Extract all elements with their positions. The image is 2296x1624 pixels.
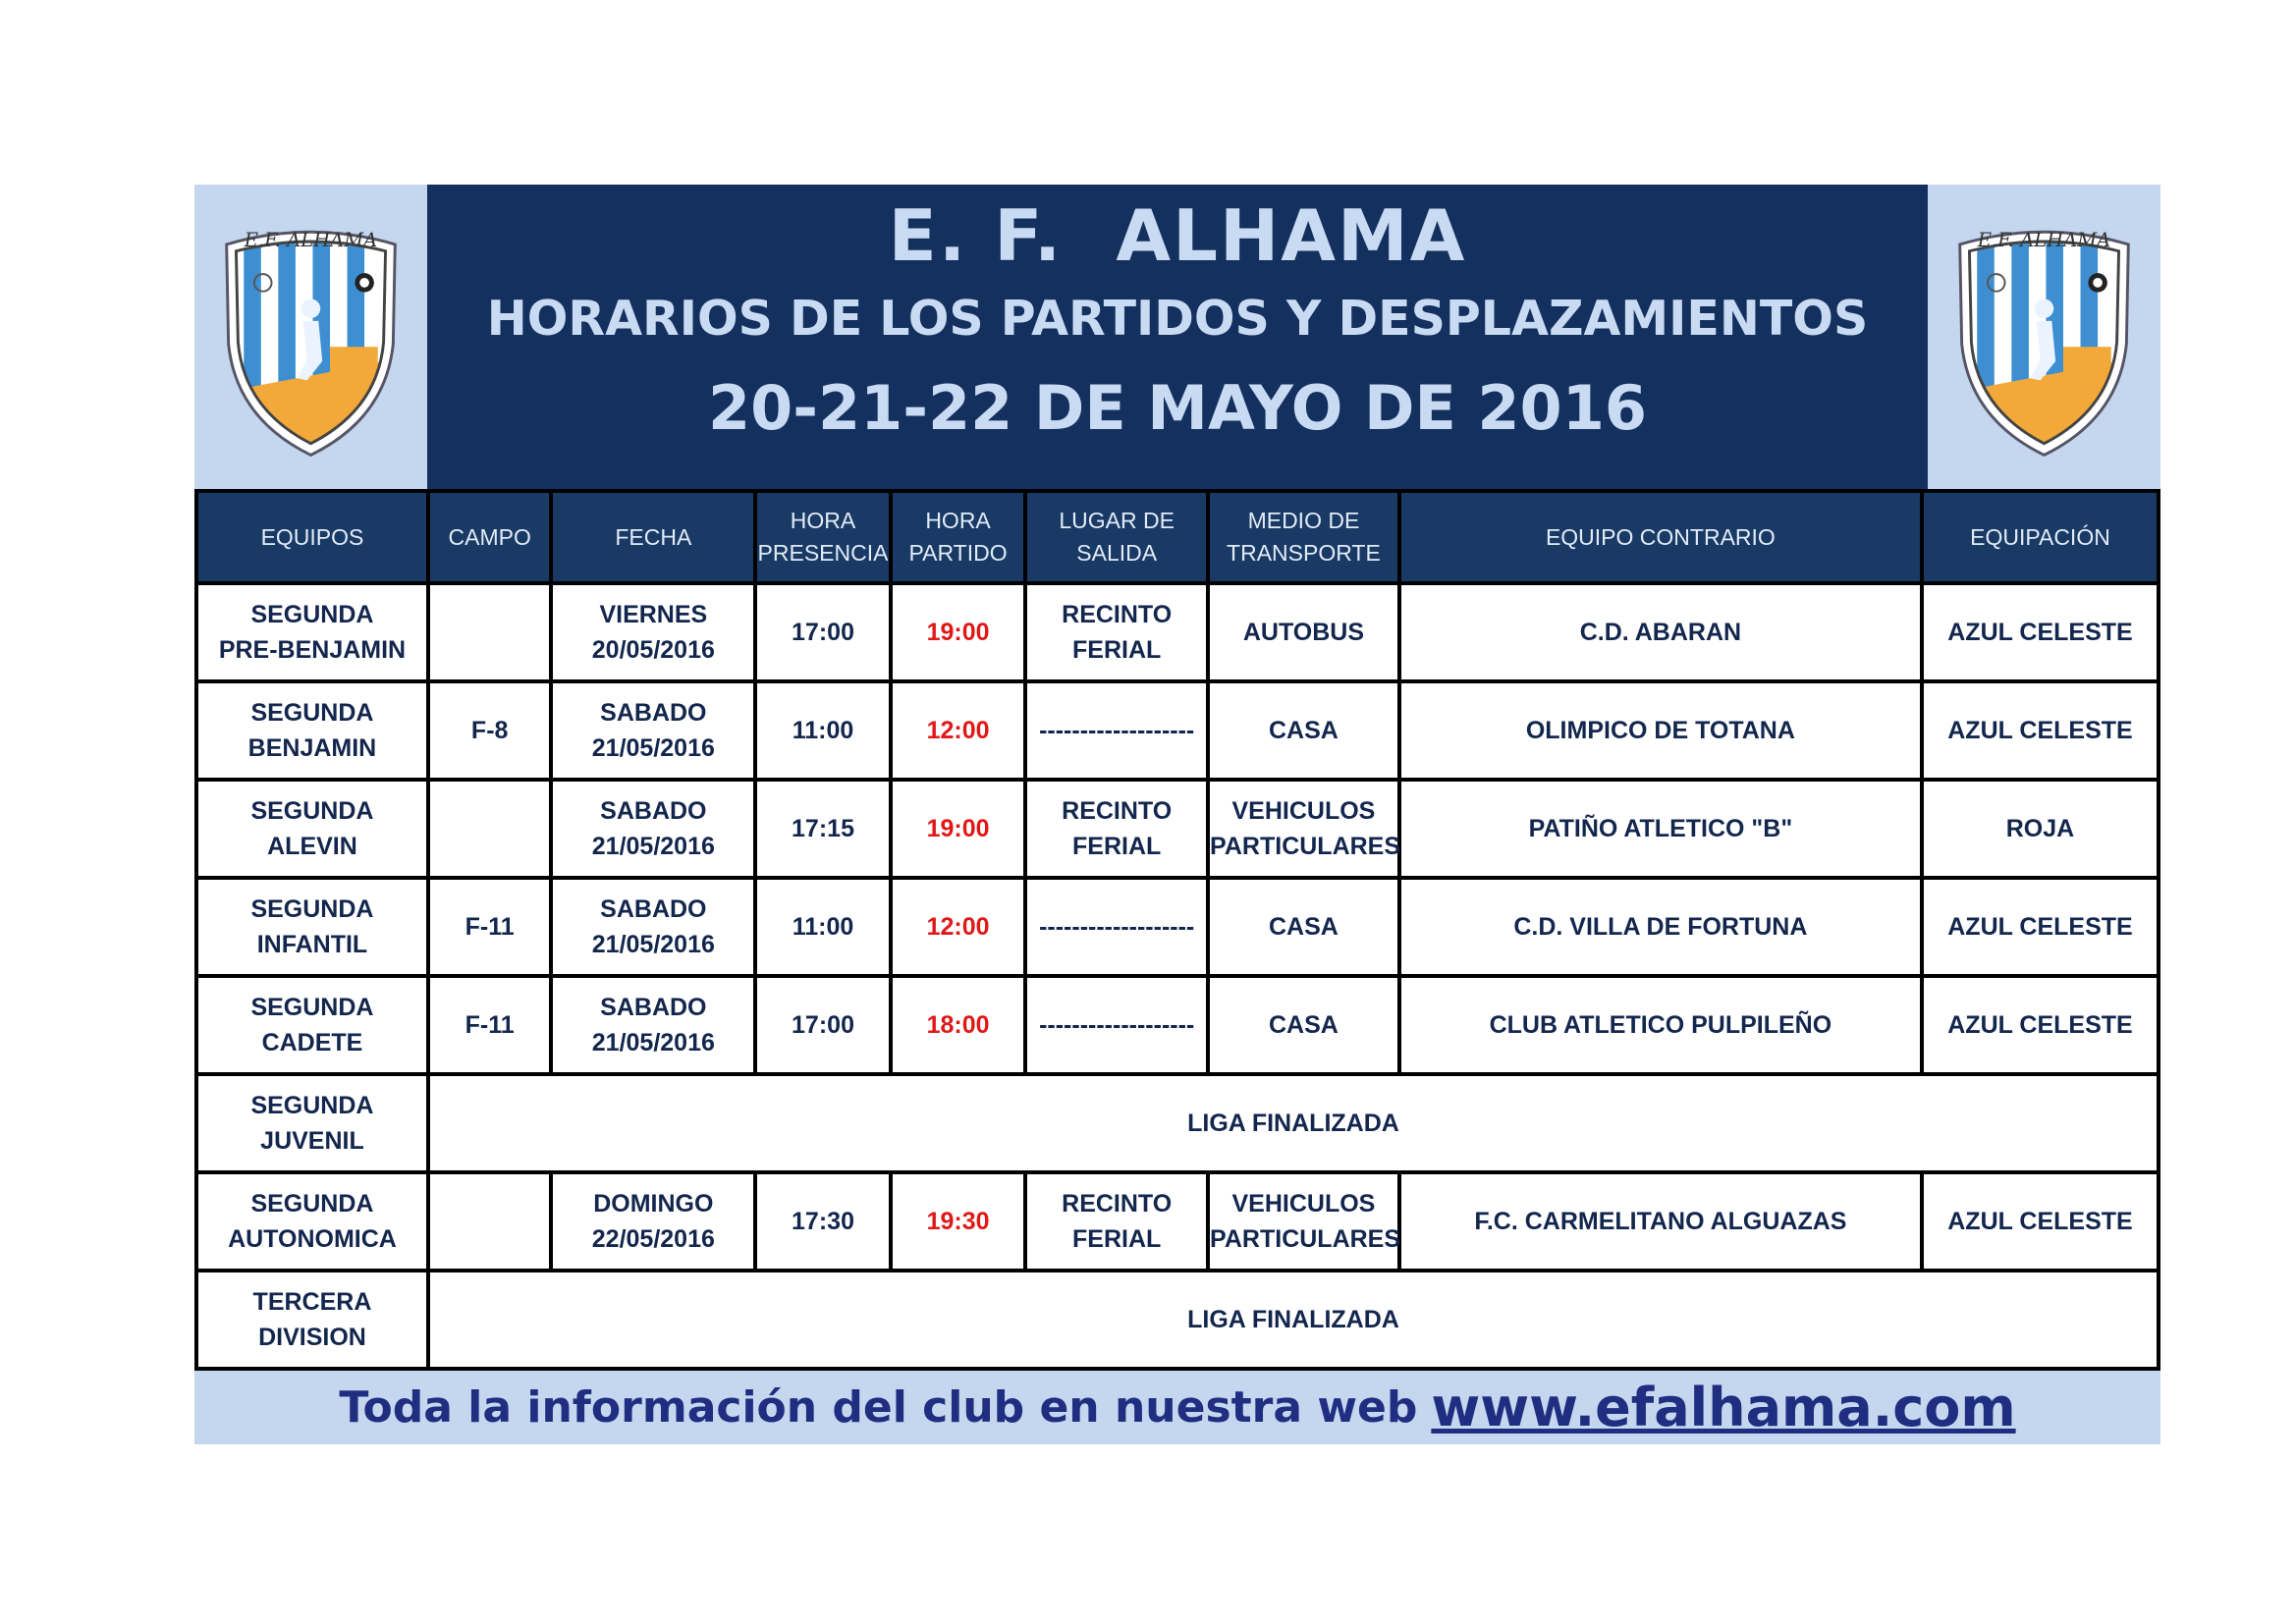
cell-line: 21/05/2016	[591, 931, 715, 958]
cell-line: BENJAMIN	[247, 734, 377, 762]
table-header-row	[198, 493, 2157, 581]
website-link[interactable]: www.efalhama.com	[1431, 1377, 2016, 1438]
cell-line: 21/05/2016	[591, 833, 715, 860]
cell-line: CASA	[1269, 913, 1339, 941]
logo-right-cell	[1928, 185, 2160, 489]
table-row	[198, 683, 2157, 778]
svg-text:E.F. ALHAMA: E.F. ALHAMA	[1977, 228, 2111, 251]
header-band	[194, 185, 2160, 489]
date-cell	[553, 1174, 753, 1269]
league-finished-note: LIGA FINALIZADA	[430, 1272, 2157, 1367]
cell-line: F-8	[470, 717, 509, 744]
cell-line: SEGUNDA	[250, 994, 374, 1021]
cell-line: 12:00	[926, 913, 990, 941]
arrival-time-cell	[757, 880, 889, 974]
cell-line: 20/05/2016	[591, 636, 715, 664]
cell-line: FECHA	[615, 523, 692, 550]
transport-cell	[1210, 782, 1401, 876]
kit-cell	[1924, 880, 2157, 974]
opponent-cell	[1401, 978, 1920, 1072]
cell-line: RECINTO	[1062, 797, 1173, 825]
kit-cell	[1924, 782, 2157, 876]
cell-line: PRESENCIA	[757, 540, 889, 566]
cell-line: PARTICULARES	[1210, 833, 1401, 860]
team-cell	[198, 585, 426, 679]
match-time-cell	[893, 978, 1024, 1072]
cell-line: TERCERA	[252, 1288, 372, 1316]
footer-band	[194, 1371, 2160, 1444]
kit-cell	[1924, 1174, 2157, 1269]
cell-line: RECINTO	[1062, 1190, 1173, 1218]
header-title-block	[427, 185, 1928, 489]
table-body	[198, 585, 2157, 1367]
date-cell	[553, 683, 753, 778]
table-row	[198, 1076, 2157, 1170]
cell-line: SEGUNDA	[250, 601, 374, 628]
cell-line: 19:00	[926, 619, 990, 646]
cell-line: PATIÑO ATLETICO "B"	[1528, 815, 1793, 842]
cell-line: -------------------	[1039, 717, 1195, 744]
schedule-dates: 20-21-22 DE MAYO DE 2016	[708, 372, 1647, 444]
cell-line: SEGUNDA	[250, 1190, 374, 1218]
field-cell	[430, 1174, 549, 1269]
cell-line: 19:30	[926, 1208, 990, 1235]
departure-cell	[1027, 1174, 1206, 1269]
column-header	[1210, 493, 1397, 581]
footer-text: Toda la información del club en nuestra web	[339, 1382, 1418, 1433]
cell-line: 11:00	[792, 717, 854, 744]
cell-line: F-11	[465, 1011, 515, 1039]
date-cell	[553, 782, 753, 876]
date-cell	[553, 978, 753, 1072]
column-header	[1027, 493, 1206, 581]
logo-left-cell	[194, 185, 427, 489]
field-cell	[430, 782, 549, 876]
cell-line: ROJA	[2005, 815, 2075, 842]
team-cell	[198, 1076, 426, 1170]
cell-line: VEHICULOS	[1231, 1190, 1376, 1218]
cell-line: -------------------	[1039, 913, 1195, 941]
cell-line: SALIDA	[1076, 540, 1158, 566]
cell-line: 22/05/2016	[591, 1225, 715, 1253]
field-cell	[430, 978, 549, 1072]
cell-line: 17:00	[792, 1011, 854, 1039]
arrival-time-cell	[757, 683, 889, 778]
cell-line: VEHICULOS	[1231, 797, 1376, 825]
opponent-cell	[1401, 880, 1920, 974]
club-crest-logo-right	[1948, 217, 2140, 458]
match-time-cell	[893, 782, 1024, 876]
column-header	[553, 493, 753, 581]
team-cell	[198, 782, 426, 876]
cell-line: FERIAL	[1072, 1225, 1162, 1253]
cell-line: AUTOBUS	[1242, 619, 1365, 646]
cell-line: 11:00	[792, 913, 854, 941]
cell-line: SEGUNDA	[250, 699, 374, 727]
cell-line: AUTONOMICA	[228, 1225, 397, 1253]
cell-line: PARTICULARES	[1210, 1225, 1401, 1253]
team-cell	[198, 978, 426, 1072]
table-row	[198, 585, 2157, 679]
table-row	[198, 1272, 2157, 1367]
cell-line: HORA	[790, 508, 856, 533]
field-cell	[430, 585, 549, 679]
cell-line: CLUB ATLETICO PULPILEÑO	[1489, 1011, 1832, 1039]
opponent-cell	[1401, 683, 1920, 778]
cell-line: FERIAL	[1072, 636, 1162, 664]
opponent-cell	[1401, 782, 1920, 876]
column-header	[198, 493, 426, 581]
match-time-cell	[893, 880, 1024, 974]
cell-line: SABADO	[600, 895, 707, 923]
table-row	[198, 978, 2157, 1072]
match-time-cell	[893, 585, 1024, 679]
cell-line: SABADO	[600, 699, 707, 727]
team-cell	[198, 1174, 426, 1269]
departure-cell	[1027, 880, 1206, 974]
cell-line: ALEVIN	[267, 833, 357, 860]
league-finished-note: LIGA FINALIZADA	[430, 1076, 2157, 1170]
cell-line: SEGUNDA	[250, 797, 374, 825]
cell-line: 21/05/2016	[591, 734, 715, 762]
arrival-time-cell	[757, 1174, 889, 1269]
column-header	[757, 493, 889, 581]
date-cell	[553, 585, 753, 679]
cell-line: 17:30	[792, 1208, 854, 1235]
club-title: E. F. ALHAMA	[888, 194, 1467, 277]
cell-line: EQUIPO CONTRARIO	[1545, 523, 1776, 550]
transport-cell	[1210, 1174, 1401, 1269]
cell-line: HORA	[925, 508, 991, 533]
cell-line: 12:00	[926, 717, 990, 744]
cell-line: DOMINGO	[593, 1190, 714, 1218]
transport-cell	[1210, 585, 1397, 679]
cell-line: SABADO	[600, 994, 707, 1021]
cell-line: RECINTO	[1062, 601, 1173, 628]
departure-cell	[1027, 782, 1206, 876]
column-header	[893, 493, 1024, 581]
cell-line: 17:15	[792, 815, 854, 842]
kit-cell	[1924, 683, 2157, 778]
cell-line: CADETE	[261, 1029, 363, 1056]
cell-line: AZUL CELESTE	[1947, 1208, 2133, 1235]
kit-cell	[1924, 978, 2157, 1072]
cell-line: -------------------	[1039, 1011, 1195, 1039]
cell-line: SABADO	[600, 797, 707, 825]
schedule-table	[194, 489, 2160, 1371]
table-row	[198, 782, 2157, 876]
column-header	[1924, 493, 2157, 581]
cell-line: SEGUNDA	[250, 895, 374, 923]
opponent-cell	[1401, 585, 1920, 679]
team-cell	[198, 683, 426, 778]
arrival-time-cell	[757, 585, 889, 679]
kit-cell	[1924, 585, 2157, 679]
departure-cell	[1027, 978, 1206, 1072]
svg-text:E.F. ALHAMA: E.F. ALHAMA	[244, 228, 378, 251]
field-cell	[430, 880, 549, 974]
cell-line: CASA	[1269, 717, 1339, 744]
arrival-time-cell	[757, 782, 889, 876]
cell-line: 19:00	[926, 815, 990, 842]
club-crest-logo-left	[215, 217, 407, 458]
transport-cell	[1210, 880, 1397, 974]
cell-line: C.D. ABARAN	[1579, 619, 1742, 646]
column-header	[430, 493, 549, 581]
cell-line: F.C. CARMELITANO ALGUAZAS	[1474, 1208, 1847, 1235]
cell-line: OLIMPICO DE TOTANA	[1525, 717, 1795, 744]
cell-line: CAMPO	[448, 523, 531, 550]
match-time-cell	[893, 683, 1024, 778]
match-time-cell	[893, 1174, 1024, 1269]
cell-line: AZUL CELESTE	[1947, 619, 2133, 646]
opponent-cell	[1401, 1174, 1920, 1269]
cell-line: PARTIDO	[908, 540, 1008, 566]
transport-cell	[1210, 978, 1397, 1072]
cell-line: FERIAL	[1072, 833, 1162, 860]
cell-line: EQUIPACIÓN	[1970, 523, 2110, 550]
cell-line: EQUIPOS	[260, 523, 364, 550]
cell-line: INFANTIL	[256, 931, 368, 958]
table-row	[198, 1174, 2157, 1269]
cell-line: MEDIO DE	[1247, 508, 1360, 533]
column-header	[1401, 493, 1920, 581]
cell-line: VIERNES	[599, 601, 708, 628]
cell-line: LUGAR DE	[1059, 508, 1175, 533]
cell-line: 17:00	[792, 619, 854, 646]
schedule-subtitle: HORARIOS DE LOS PARTIDOS Y DESPLAZAMIENTOS	[486, 291, 1869, 347]
cell-line: 18:00	[926, 1011, 990, 1039]
cell-line: SEGUNDA	[250, 1092, 374, 1119]
cell-line: CASA	[1269, 1011, 1339, 1039]
departure-cell	[1027, 585, 1206, 679]
cell-line: AZUL CELESTE	[1947, 1011, 2133, 1039]
cell-line: JUVENIL	[260, 1127, 364, 1155]
cell-line: 21/05/2016	[591, 1029, 715, 1056]
departure-cell	[1027, 683, 1206, 778]
field-cell	[430, 683, 549, 778]
cell-line: F-11	[465, 913, 515, 941]
arrival-time-cell	[757, 978, 889, 1072]
team-cell	[198, 1272, 426, 1367]
table-row	[198, 880, 2157, 974]
cell-line: AZUL CELESTE	[1947, 913, 2133, 941]
cell-line: PRE-BENJAMIN	[218, 636, 407, 664]
cell-line: TRANSPORTE	[1227, 540, 1381, 566]
team-cell	[198, 880, 426, 974]
transport-cell	[1210, 683, 1397, 778]
cell-line: DIVISION	[258, 1324, 366, 1351]
schedule-document	[194, 185, 2160, 1444]
date-cell	[553, 880, 753, 974]
cell-line: AZUL CELESTE	[1947, 717, 2133, 744]
cell-line: C.D. VILLA DE FORTUNA	[1513, 913, 1808, 941]
